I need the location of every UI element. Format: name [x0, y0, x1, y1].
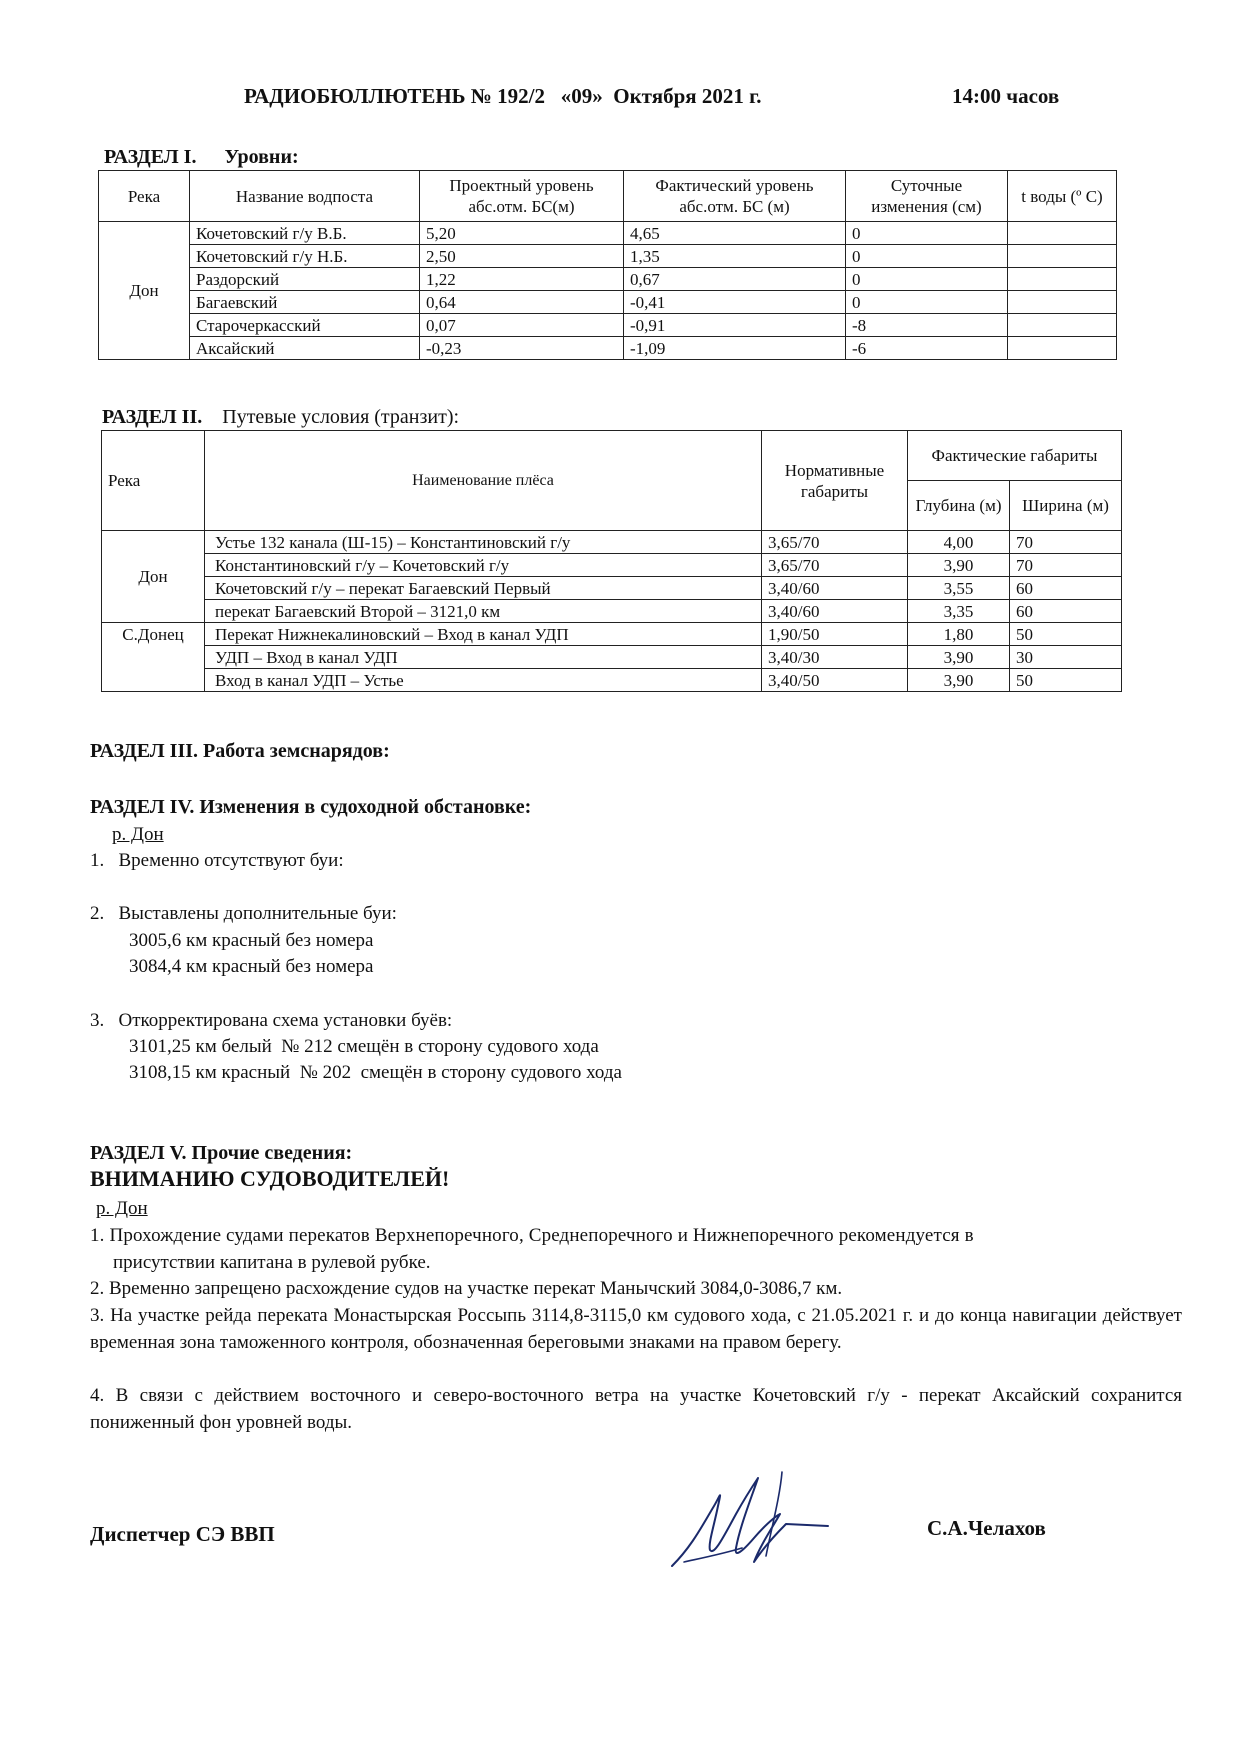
- col-daily-change: Суточные изменения (см): [846, 171, 1008, 222]
- list-item: 3108,15 км красный № 202 смещён в сторону судового хода: [129, 1062, 622, 1083]
- section1-title: Уровни:: [224, 146, 299, 168]
- paragraph-2: 2. Временно запрещено расхождение судов на участке перекат Манычский 3084,0-3086,7 км.: [90, 1278, 843, 1299]
- list-item: 3005,6 км красный без номера: [129, 930, 374, 951]
- table-row: Старочеркасский 0,07 -0,91 -8: [99, 314, 1117, 337]
- col-post: Название водпоста: [190, 171, 420, 222]
- bulletin-title: РАДИОБЮЛЛЮТЕНЬ № 192/2 «09» Октября 2021 г.: [244, 84, 762, 108]
- table-row: Раздорский 1,22 0,67 0: [99, 268, 1117, 291]
- paragraph-1: 1. Прохождение судами перекатов Верхнепоречного, Среднепоречного и Нижнепоречного рекомендуется в: [90, 1225, 974, 1246]
- col-depth: Глубина (м): [908, 481, 1010, 531]
- signer-name: С.А.Челахов: [927, 1516, 1046, 1540]
- section2-label: РАЗДЕЛ II.: [102, 406, 203, 428]
- list-item: 3101,25 км белый № 212 смещён в сторону судового хода: [129, 1036, 599, 1057]
- section4-river: р. Дон: [112, 824, 164, 845]
- section1-heading: [104, 146, 299, 169]
- table-row: Дон Кочетовский г/у В.Б. 5,20 4,65 0: [99, 222, 1117, 245]
- table-row: Дон Устье 132 канала (Ш-15) – Константиновский г/у 3,65/70 4,00 70: [102, 531, 1122, 554]
- attention-heading: ВНИМАНИЮ СУДОВОДИТЕЛЕЙ!: [90, 1166, 450, 1191]
- table-row: Вход в канал УДП – Устье 3,40/50 3,90 50: [102, 669, 1122, 692]
- section1-label: РАЗДЕЛ I.: [104, 146, 197, 168]
- table-row: УДП – Вход в канал УДП 3,40/30 3,90 30: [102, 646, 1122, 669]
- section3-title: РАЗДЕЛ III. Работа земснарядов:: [90, 740, 390, 762]
- paragraph-4: 4. В связи с действием восточного и северо-восточного ветра на участке Кочетовский г/у - перекат Аксайский сохранится пониженный фон уровней воды.: [90, 1385, 1182, 1433]
- bulletin-header: [244, 84, 1060, 109]
- col-reach-name: Наименование плёса: [205, 431, 762, 531]
- section2-title: Путевые условия (транзит):: [222, 406, 460, 428]
- table-row: Багаевский 0,64 -0,41 0: [99, 291, 1117, 314]
- col-river: Река: [99, 171, 190, 222]
- paragraph-3: 3. На участке рейда переката Монастырская Россыпь 3114,8-3115,0 км судового хода, с 21.05.2021 г. и до конца навигации действует временная зона таможенного контроля, обозначенная береговыми знаками на правом берегу.: [90, 1305, 1182, 1353]
- paragraph-1-cont: присутствии капитана в рулевой рубке.: [113, 1252, 431, 1273]
- col-width: Ширина (м): [1010, 481, 1122, 531]
- signature-image: [662, 1466, 832, 1572]
- bulletin-time: 14:00 часов: [952, 84, 1060, 108]
- route-header-row: [102, 431, 1122, 481]
- section5-river: р. Дон: [96, 1198, 148, 1219]
- section2-heading: [102, 406, 459, 429]
- river-cell: Дон: [102, 531, 205, 623]
- section4-title: РАЗДЕЛ IV. Изменения в судоходной обстановке:: [90, 796, 532, 818]
- col-actual-level: Фактический уровень абс.отм. БС (м): [624, 171, 846, 222]
- col-water-temp: t воды (º С): [1008, 171, 1117, 222]
- section4-item3: 3. Откорректирована схема установки буёв:: [90, 1010, 453, 1031]
- table-row: Кочетовский г/у Н.Б. 2,50 1,35 0: [99, 245, 1117, 268]
- levels-table: [98, 170, 1117, 360]
- table-row: Кочетовский г/у – перекат Багаевский Первый 3,40/60 3,55 60: [102, 577, 1122, 600]
- dispatcher-position: Диспетчер СЭ ВВП: [90, 1522, 275, 1546]
- col-river: Река: [102, 431, 205, 531]
- section4-item1: 1. Временно отсутствуют буи:: [90, 850, 344, 871]
- list-item: 3084,4 км красный без номера: [129, 956, 374, 977]
- route-conditions-table: [101, 430, 1122, 692]
- table-row: С.Донец Перекат Нижнекалиновский – Вход в канал УДП 1,90/50 1,80 50: [102, 623, 1122, 646]
- river-cell: Дон: [99, 222, 190, 360]
- section4-item2: 2. Выставлены дополнительные буи:: [90, 903, 397, 924]
- table-row: Аксайский -0,23 -1,09 -6: [99, 337, 1117, 360]
- levels-header-row: [99, 171, 1117, 222]
- river-cell: С.Донец: [102, 623, 205, 692]
- table-row: Константиновский г/у – Кочетовский г/у 3,65/70 3,90 70: [102, 554, 1122, 577]
- table-row: перекат Багаевский Второй – 3121,0 км 3,40/60 3,35 60: [102, 600, 1122, 623]
- col-project-level: Проектный уровень абс.отм. БС(м): [420, 171, 624, 222]
- section5-title: РАЗДЕЛ V. Прочие сведения:: [90, 1142, 353, 1164]
- col-actual-dimensions: Фактические габариты: [908, 431, 1122, 481]
- col-normative: Нормативные габариты: [762, 431, 908, 531]
